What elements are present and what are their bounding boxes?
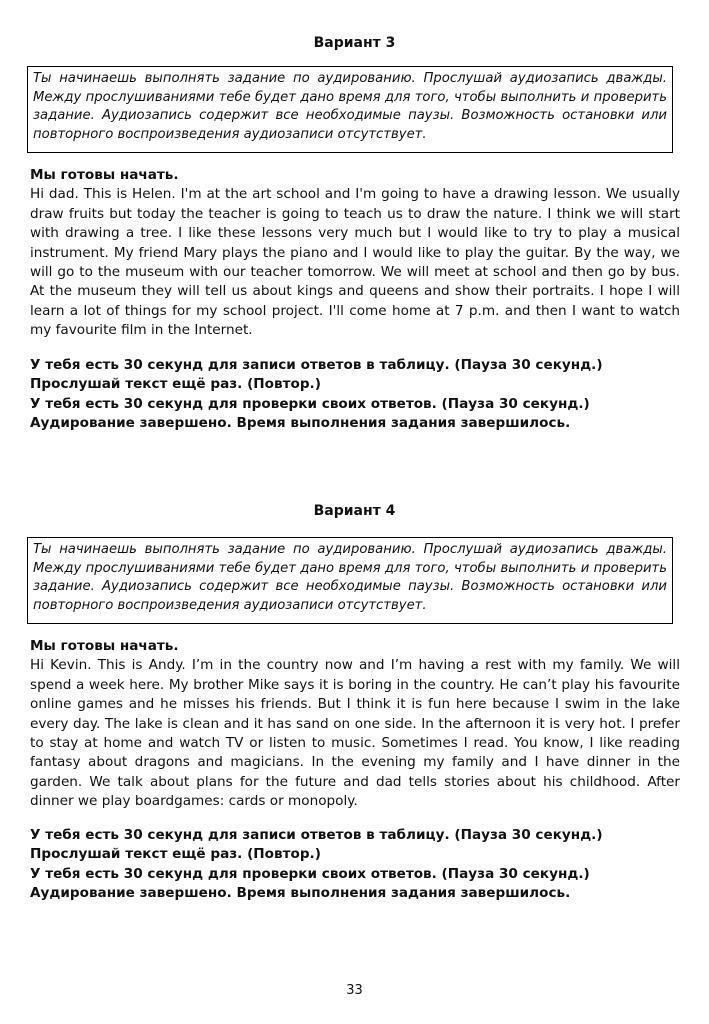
page-number: 33 <box>346 983 363 998</box>
variant-3-instruction-2: Прослушай текст ещё раз. (Повтор.) <box>30 376 321 393</box>
variant-3-instructions <box>30 356 680 434</box>
variant-3-instruction-3: У тебя есть 30 секунд для проверки своих ответов. (Пауза 30 секунд.) <box>30 395 590 412</box>
variant-4-text-section <box>30 637 680 812</box>
variant-3-passage: Hi dad. This is Helen. I'm at the art school and I'm going to have a drawing lesson. We usually draw fruits but today the teacher is going to teach us to draw the nature. I think we will start with drawing a tree. I like these lessons very much but I would like to try to play a musical instrument. My friend Mary plays the piano and I would like to play the guitar. By the way, we will go to the museum with our teacher tomorrow. We will meet at school and then go by bus. At the museum they will tell us about kings and queens and show their portraits. I hope I will learn a lot of things for my school project. I'll come home at 7 p.m. and then I want to watch my favourite film in the Internet. <box>30 186 680 339</box>
variant-3-title: Вариант 3 <box>313 35 396 51</box>
variant-4-instruction-3: У тебя есть 30 секунд для проверки своих ответов. (Пауза 30 секунд.) <box>30 865 590 882</box>
variant-3-ready-line: Мы готовы начать. <box>30 167 179 183</box>
variant-3-instruction-1: У тебя есть 30 секунд для записи ответов в таблицу. (Пауза 30 секунд.) <box>30 357 603 373</box>
variant-4-instructions <box>30 826 680 904</box>
variant-3-instruction-4: Аудирование завершено. Время выполнения задания завершилось. <box>30 415 571 432</box>
variant-4-instruction-1: У тебя есть 30 секунд для записи ответов в таблицу. (Пауза 30 секунд.) <box>30 827 603 843</box>
variant-4-title: Вариант 4 <box>313 503 396 519</box>
variant-4-passage: Hi Kevin. This is Andy. I’m in the country now and I’m having a rest with my family. We will spend a week here. My brother Mike says it is boring in the country. He can’t play his favourite online games and he misses his friends. But I think it is fun here because I swim in the lake every day. The lake is clean and it has sand on one side. In the afternoon it is very hot. I prefer to stay at home and watch TV or listen to music. Sometimes I read. You know, I like reading fantasy about dragons and magicians. In the evening my family and I have dinner in the garden. We talk about plans for the future and dad tells stories about his childhood. After dinner we play boardgames: cards or monopoly. <box>30 657 680 810</box>
variant-4-instruction-2: Прослушай текст ещё раз. (Повтор.) <box>30 846 321 863</box>
variant-3-intro-box: Ты начинаешь выполнять задание по аудированию. Прослушай аудиозапись дважды. Между прослушиваниями тебе будет дано время для того, чтобы выполнить и проверить задание. Аудиозапись содержит все необходимые паузы. Возможность остановки или повторного воспроизведения аудиозаписи отсутствует. <box>27 66 673 153</box>
variant-4-instruction-4: Аудирование завершено. Время выполнения задания завершилось. <box>30 885 571 902</box>
variant-4-intro-box: Ты начинаешь выполнять задание по аудированию. Прослушай аудиозапись дважды. Между прослушиваниями тебе будет дано время для того, чтобы выполнить и проверить задание. Аудиозапись содержит все необходимые паузы. Возможность остановки или повторного воспроизведения аудиозаписи отсутствует. <box>27 537 673 624</box>
variant-4-ready-line: Мы готовы начать. <box>30 638 179 654</box>
variant-3-text-section <box>30 166 680 341</box>
